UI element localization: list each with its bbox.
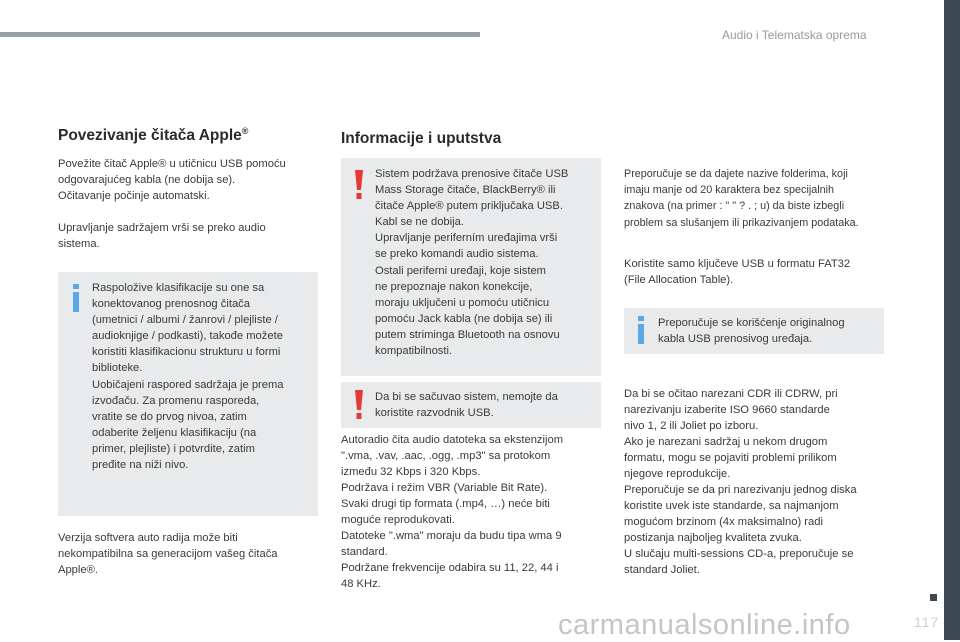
warning-box-usb-hub bbox=[341, 382, 601, 428]
heading-text: Povezivanje čitača Apple bbox=[58, 127, 242, 145]
heading-superscript: ® bbox=[241, 126, 249, 136]
section-heading-apple bbox=[58, 126, 248, 145]
info-box-classifications bbox=[58, 272, 318, 516]
warning-icon bbox=[354, 170, 364, 200]
audio-formats-text: Autoradio čita audio datoteka sa ekstenzijom ".vma, .vav, .aac, .ogg, .mp3" sa protokom između 32 Kbps i 320 Kbps. Podržava i režim VBR (Variable Bit Rate). Svaki drugi tip formata (.mp4, …) neće biti moguće reprodukovati. Datoteke ".wma" moraju da budu tipa wma 9 standard. Podržane frekvencije odabira su 11, 22, 44 i 48 KHz. bbox=[341, 434, 564, 590]
warning-box-devices bbox=[341, 158, 601, 376]
watermark: carmanualsonline.info bbox=[558, 609, 851, 641]
info-box-text: Preporučuje se korišćenje originalnog kabla USB prenosivog uređaja. bbox=[658, 317, 845, 346]
apple-connect-text: Povežite čitač Apple® u utičnicu USB pomoću odgovarajućeg kabla (ne dobija se). Očitavanje počinje automatski. bbox=[58, 158, 286, 202]
cd-burning-text: Da bi se očitao narezani CDR ili CDRW, pri narezivanju izaberite ISO 9660 standarde nivo 1, 2 ili Joliet po izboru. Ako je narezani sadržaj u nekom drugom formatu, mogu se pojaviti problemi prilikom njegove reprodukcije. Preporučuje se da pri narezivanju jednog diska koristite uvek iste standarde, sa najmanjom mogućom brzinom (4x maksimalno) radi postizanja najboljeg kvaliteta zvuka. U slučaju multi-sessions CD-a, preporučuje se standard Joliet. bbox=[624, 388, 857, 576]
header-title: Audio i Telematska oprema bbox=[722, 28, 867, 42]
page-number: 117 bbox=[914, 614, 940, 630]
info-icon bbox=[70, 284, 82, 312]
header-bar bbox=[0, 32, 480, 37]
warning-box-text: Da bi se sačuvao sistem, nemojte da koristite razvodnik USB. bbox=[375, 391, 558, 420]
warning-icon bbox=[354, 390, 364, 420]
info-box-usb-cable bbox=[624, 308, 884, 354]
page-marker bbox=[930, 594, 937, 601]
info-box-text: Raspoložive klasifikacije su one sa konektovanog prenosnog čitača (umetnici / albumi / žanrovi / plejliste / audioknjige / podkasti), takođe možete koristiti klasifikacionu strukturu u formi biblioteke. Uobičajeni raspored sadržaja je prema izvođaču. Za promenu rasporeda, vratite se do prvog nivoa, zatim odaberite željenu klasifikaciju (na primer, plejliste) i potvrdite, zatim pređite na niži nivo. bbox=[92, 282, 284, 472]
info-icon bbox=[635, 316, 647, 344]
usb-format-text: Koristite samo ključeve USB u formatu FAT32 (File Allocation Table). bbox=[624, 258, 851, 286]
page-side-tab bbox=[944, 0, 960, 640]
software-version-text: Verzija softvera auto radija može biti nekompatibilna sa generacijom vašeg čitača Apple®. bbox=[58, 532, 278, 576]
content-control-text: Upravljanje sadržajem vrši se preko audio sistema. bbox=[58, 222, 266, 250]
folder-naming-text: Preporučuje se da dajete nazive folderima, koji imaju manje od 20 karaktera bez specijalnih znakova (na primer : " " ? . ; u) da biste izbegli problem sa slušanjem ili prikazivanjem podataka. bbox=[624, 168, 859, 229]
warning-box-text: Sistem podržava prenosive čitače USB Mass Storage čitače, BlackBerry® ili čitače Apple® putem priključaka USB. Kabl se ne dobija. Upravljanje periferním uređajima vrši se preko komandi audio sistema. Ostali periferni uređaji, koje sistem ne prepoznaje nakon konekcije, moraju uključeni u pomoću utičnicu pomoću Jack kabla (ne dobija se) ili putem striminga Bluetooth na osnovu kompatibilnosti. bbox=[375, 168, 569, 358]
section-heading-info: Informacije i uputstva bbox=[341, 130, 502, 147]
